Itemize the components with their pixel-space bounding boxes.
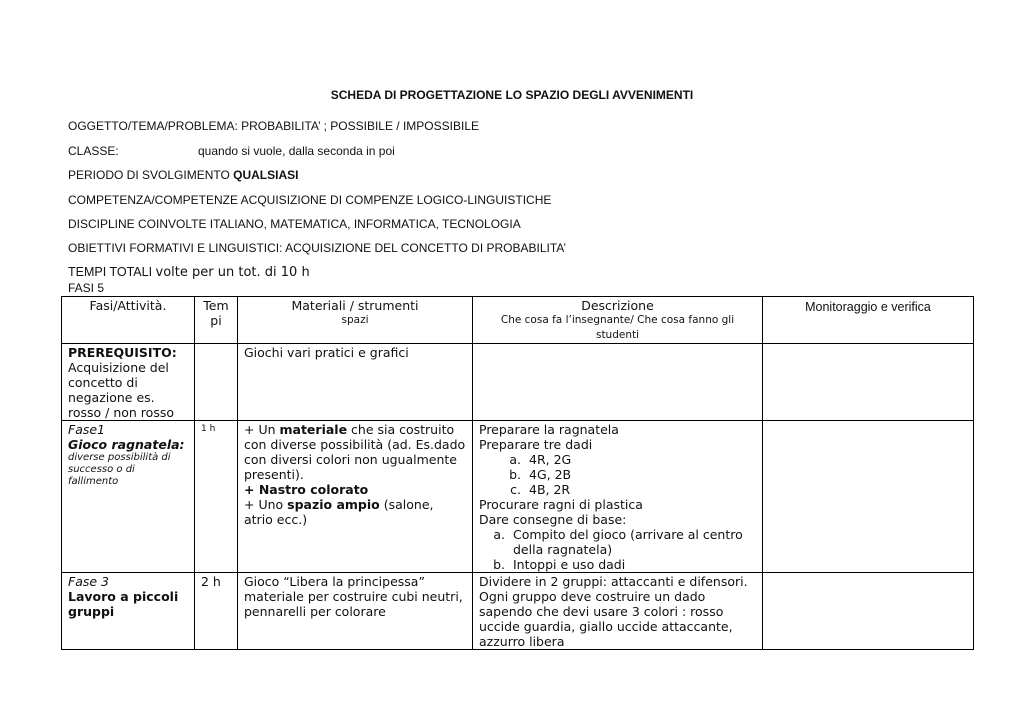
list-item: a. Compito del gioco (arrivare al centro della ragnatela) [509,527,756,557]
desc-line: Dare consegne di base: [479,512,627,527]
table-row [62,344,974,421]
classe-line [68,144,395,158]
prerequisito-title: PREREQUISITO: [68,345,177,360]
materiali-cell: Gioco “Libera la principessa” materiale per costruire cubi neutri, pennarelli per colorare [238,573,473,650]
tempi-value: volte per un tot. di 10 h [155,265,310,280]
prerequisito-cell [62,344,195,421]
fase1-cell [62,421,195,573]
table-row [62,573,974,650]
desc-line: Procurare ragni di plastica [479,497,643,512]
tempi-line [68,265,310,280]
materiali-cell: Giochi vari pratici e grafici [238,344,473,421]
monitoraggio-cell [763,344,974,421]
desc-line: Preparare tre dadi [479,437,593,452]
header-materiali: Materiali / strumenti spazi [238,297,473,344]
progettazione-table [61,296,974,650]
descrizione-cell: Dividere in 2 gruppi: attaccanti e difensori. Ogni gruppo deve costruire un dado sapendo che devi usare 3 colori : rosso uccide guardia, giallo uccide attaccante, azzurro libera [473,573,763,650]
list-item: b. 4G, 2B [525,467,756,482]
list-item: a. 4R, 2G [525,452,756,467]
dadi-list [479,452,756,497]
prerequisito-text: Acquisizione del concetto di negazione es. rosso / non rosso [68,360,174,420]
list-item: b. Intoppi e uso dadi [509,557,756,572]
header-fasi: Fasi/Attività. [62,297,195,344]
document-title: SCHEDA DI PROGETTAZIONE LO SPAZIO DEGLI AVVENIMENTI [330,88,694,102]
obiettivi-line: OBIETTIVI FORMATIVI E LINGUISTICI: ACQUISIZIONE DEL CONCETTO DI PROBABILITA’ [68,241,567,255]
consegne-list [479,527,756,572]
classe-label: CLASSE: [68,144,119,158]
periodo-line [68,168,298,182]
materiale-item: + Uno spazio ampio (salone, atrio ecc.) [244,497,434,527]
header-tempi: Tem pi [195,297,238,344]
monitoraggio-cell [763,421,974,573]
descrizione-cell [473,344,763,421]
tempi-label: TEMPI TOTALI [68,265,156,279]
periodo-label: PERIODO DI SVOLGIMENTO [68,168,234,182]
descrizione-cell [473,421,763,573]
table-row [62,421,974,573]
header-monitoraggio: Monitoraggio e verifica [763,297,974,344]
discipline-line: DISCIPLINE COINVOLTE ITALIANO, MATEMATICA, INFORMATICA, TECNOLOGIA [68,217,521,231]
materiale-item: + Un materiale che sia costruito con diverse possibilità (ad. Es.dado con diversi colori non ugualmente presenti). [244,422,466,482]
fase3-title: Lavoro a piccoli gruppi [68,589,179,619]
fasi-line: FASI 5 [68,281,105,295]
fase3-name: Fase 3 [68,574,109,589]
header-descrizione: Descrizione Che cosa fa l’insegnante/ Che cosa fanno gli studenti [473,297,763,344]
fase1-title: Gioco ragnatela: [68,437,185,452]
classe-value: quando si vuole, dalla seconda in poi [198,144,395,158]
header-row [62,297,974,344]
competenze-line: COMPETENZA/COMPETENZE ACQUISIZIONE DI COMPENZE LOGICO-LINGUISTICHE [68,193,552,207]
fase1-note: diverse possibilità di successo o di fallimento [68,452,171,487]
list-item: c. 4B, 2R [525,482,756,497]
materiali-cell [238,421,473,573]
periodo-value: QUALSIASI [233,168,299,182]
materiale-item: + Nastro colorato [244,482,369,497]
tempi-cell: 1 h [195,421,238,573]
oggetto-line: OGGETTO/TEMA/PROBLEMA: PROBABILITA’ ; POSSIBILE / IMPOSSIBILE [68,119,479,133]
monitoraggio-cell [763,573,974,650]
fase1-name: Fase1 [68,422,106,437]
fase3-cell [62,573,195,650]
tempi-cell: 2 h [195,573,238,650]
desc-line: Preparare la ragnatela [479,422,619,437]
tempi-cell [195,344,238,421]
